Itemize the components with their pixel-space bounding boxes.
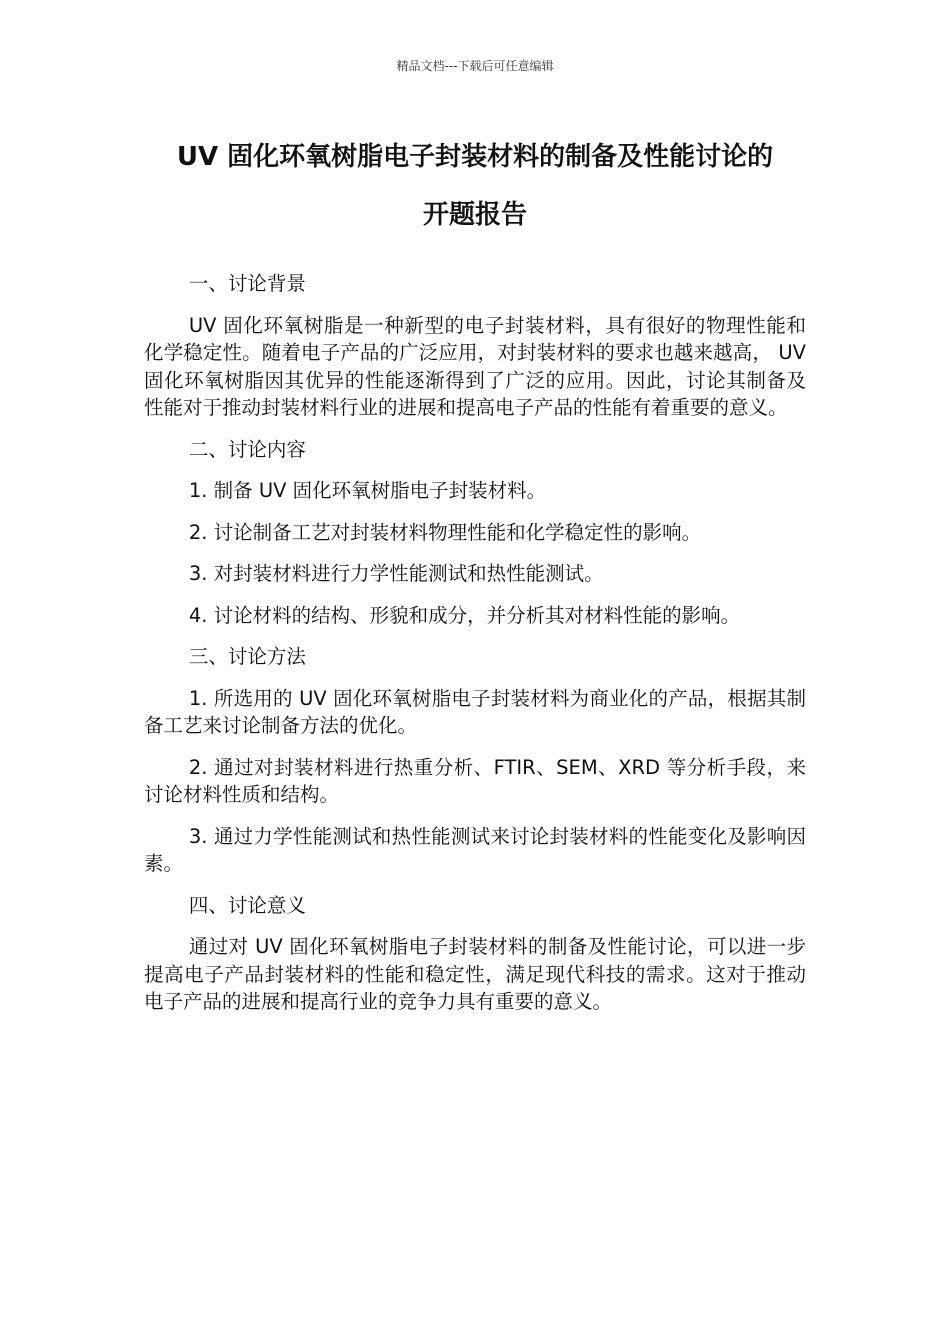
content-item-4: 4. 讨论材料的结构、形貌和成分，并分析其对材料性能的影响。: [188, 603, 741, 627]
document-title-line-1: UV 固化环氧树脂电子封装材料的制备及性能讨论的: [176, 142, 774, 172]
methods-item-3: 3. 通过力学性能测试和热性能测试来讨论封装材料的性能变化及影响因素。: [144, 824, 806, 875]
document-body: [144, 270, 806, 1030]
section-heading-content: 二、讨论内容: [188, 437, 306, 461]
content-item-3: 3. 对封装材料进行力学性能测试和热性能测试。: [188, 562, 604, 585]
background-paragraph: UV 固化环氧树脂是一种新型的电子封装材料，具有很好的物理性能和化学稳定性。随着电子产品的广泛应用，对封装材料的要求也越来越高， UV 固化环氧树脂因其优异的性能逐渐得到了广泛的应用。因此，讨论其制备及性能对于推动封装材料行业的进展和提高电子产品的性能有着重要的意义。: [144, 313, 806, 419]
content-item-1: 1. 制备 UV 固化环氧树脂电子封装材料。: [188, 479, 547, 502]
section-heading-methods: 三、讨论方法: [188, 645, 306, 668]
section-heading-background: 一、讨论背景: [188, 272, 306, 295]
methods-item-2: 2. 通过对封装材料进行热重分析、FTIR、SEM、XRD 等分析手段，来讨论材料性质和结构。: [144, 755, 806, 806]
document-title-line-2: 开题报告: [422, 200, 527, 230]
section-heading-significance: 四、讨论意义: [188, 893, 306, 917]
significance-paragraph: 通过对 UV 固化环氧树脂电子封装材料的制备及性能讨论，可以进一步提高电子产品封装材料的性能和稳定性，满足现代科技的需求。这对于推动电子产品的进展和提高行业的竞争力具有重要的意义。: [144, 935, 806, 1013]
content-item-2: 2. 讨论制备工艺对封装材料物理性能和化学稳定性的影响。: [188, 520, 702, 544]
methods-item-1: 1. 所选用的 UV 固化环氧树脂电子封装材料为商业化的产品，根据其制备工艺来讨论制备方法的优化。: [144, 686, 806, 737]
header-watermark: 精品文档---下载后可任意编辑: [396, 59, 554, 73]
